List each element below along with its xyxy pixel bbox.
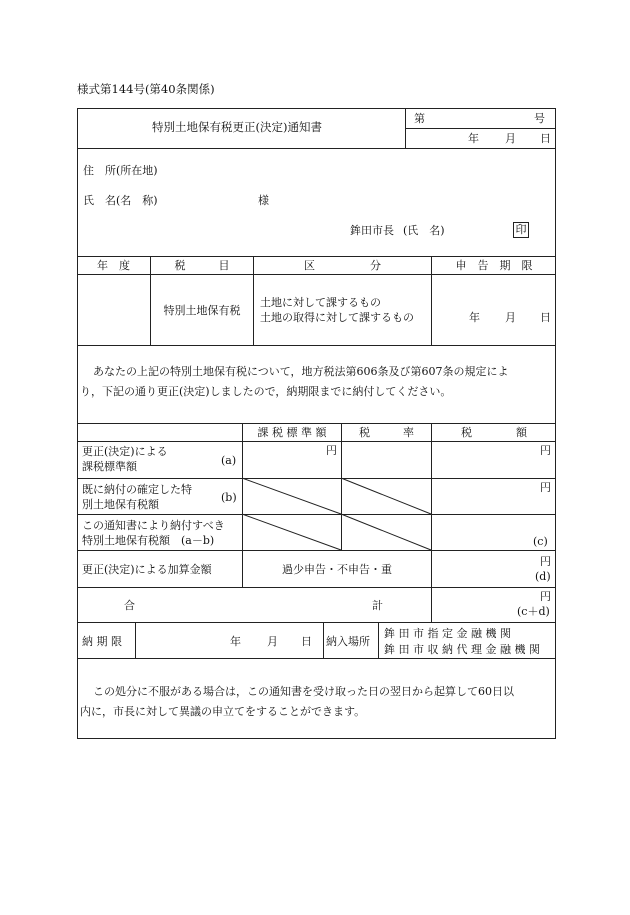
mayor-title: 鉾田市長 [350,224,394,237]
form-title: 特別土地保有税更正(決定)通知書 [152,120,322,134]
row-d-label: 更正(決定)による加算金額 [82,563,212,576]
payment-day: 日 [301,635,312,648]
row-b-code: (b) [221,491,237,504]
payment-month: 月 [267,635,278,648]
row-c-label-2: 特別土地保有税額 (a－b) [82,534,215,547]
row-a-label-1: 更正(決定)による [82,445,168,458]
payment-deadline-label: 納 期 限 [82,635,122,648]
honorific-sama: 様 [258,194,269,207]
deadline-month: 月 [505,311,516,324]
doc-number-go: 号 [534,112,545,125]
row-d-penalty-types: 過少申告・不申告・重 [282,563,392,576]
category-land: 土地に対して課するもの [260,296,381,309]
row-a-code: (a) [221,454,237,467]
payment-year: 年 [230,635,241,648]
seal-mark: 印 [515,223,527,236]
row-c-label-1: この通知書により納付すべき [82,519,225,532]
row-c-tax-code: (c) [533,535,548,548]
header-fiscal-year: 年 度 [97,259,130,272]
name-label: 氏 名(名 称) [83,194,158,207]
total-tax-unit: 円 [540,590,551,603]
address-label: 住 所(所在地) [83,164,158,177]
appeal-line-2: 内に，市長に対して異議の申立てをすることができます。 [80,705,366,718]
row-d-tax-code: (d) [535,570,551,583]
row-a-base-unit: 円 [326,444,337,457]
row-a-label-2: 課税標準額 [82,460,137,473]
doc-number-dai: 第 [414,112,425,125]
header-tax-rate: 税 率 [359,426,414,439]
row-b-tax-unit: 円 [540,481,551,494]
header-tax-item: 税 目 [174,259,230,272]
notice-line-1: あなたの上記の特別土地保有税について，地方税法第606条及び第607条の規定によ [93,365,509,378]
category-land-acquisition: 土地の取得に対して課するもの [260,311,414,324]
header-tax-amount: 税 額 [461,426,527,439]
header-tax-base: 課 税 標 準 額 [257,426,327,439]
row-a-tax-unit: 円 [540,444,551,457]
form-number: 様式第144号(第40条関係) [77,82,215,96]
row-b-label-1: 既に納付の確定した特 [82,483,192,496]
total-label-right: 計 [372,599,383,612]
total-label-left: 合 [124,599,135,612]
deadline-year: 年 [469,311,480,324]
payment-place-designated: 鉾 田 市 指 定 金 融 機 関 [384,627,511,640]
payment-place-label: 納入場所 [326,635,370,648]
header-filing-deadline: 申 告 期 限 [455,259,533,272]
notice-line-2: り，下記の通り更正(決定)しましたので，納期限までに納付してください。 [80,385,452,398]
issue-date-year: 年 [468,132,479,145]
total-tax-code: (c＋d) [517,605,550,618]
issue-date-day: 日 [540,132,551,145]
row-b-label-2: 別土地保有税額 [82,498,159,511]
row-d-tax-unit: 円 [540,555,551,568]
issue-date-month: 月 [505,132,516,145]
appeal-line-1: この処分に不服がある場合は，この通知書を受け取った日の翌日から起算して60日以 [93,685,514,698]
deadline-day: 日 [540,311,551,324]
payment-place-agent: 鉾 田 市 収 納 代 理 金 融 機 関 [384,643,540,656]
header-category: 区 分 [304,259,381,272]
mayor-name: (氏 名) [403,224,445,237]
tax-item-value: 特別土地保有税 [163,304,241,317]
